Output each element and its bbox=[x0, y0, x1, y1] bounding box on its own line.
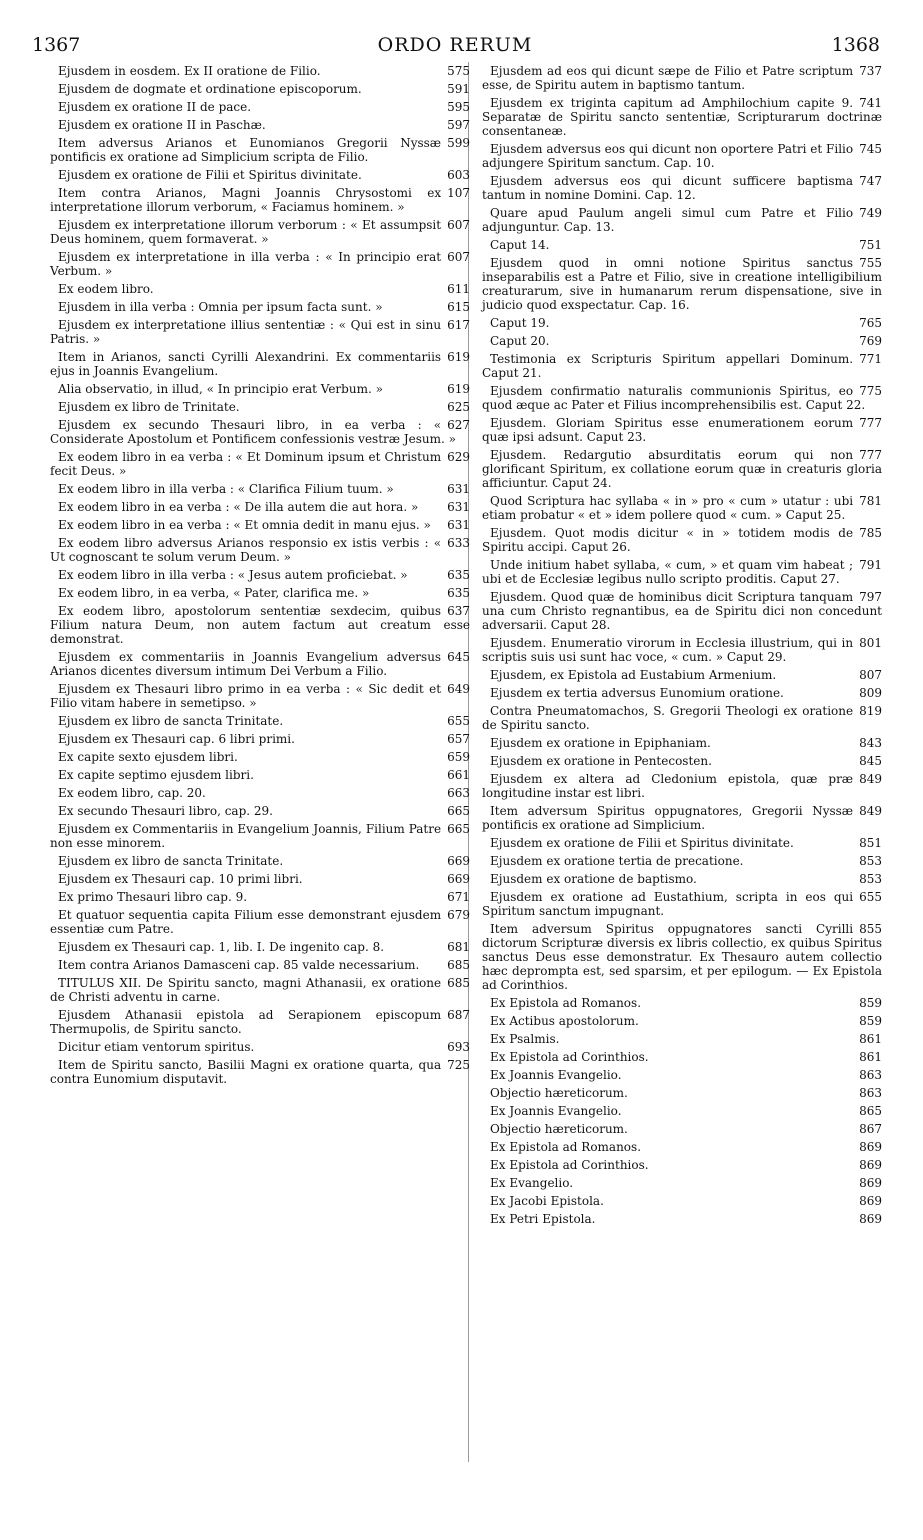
entry-text: Alia observatio, in illud, « In principio erat Verbum. » bbox=[58, 382, 383, 396]
entry-page-number: 655 bbox=[447, 714, 470, 728]
entry-text: Ejusdem ex triginta capitum ad Amphilochium capite 9. Separatæ de Spiritu sancto sententiæ, Scripturarum doctrinæ consentaneæ. bbox=[482, 96, 882, 138]
entry-page-number: 865 bbox=[859, 1104, 882, 1118]
index-entry bbox=[50, 976, 470, 1004]
entry-text: Ejusdem ex secundo Thesauri libro, in ea verba : « Considerate Apostolum et Pontificem confessionis vestræ Jesum. » bbox=[50, 418, 457, 446]
entry-page-number: 661 bbox=[447, 768, 470, 782]
index-entry bbox=[482, 736, 882, 750]
entry-text: Objectio hæreticorum. bbox=[490, 1122, 628, 1136]
entry-text: Ex capite septimo ejusdem libri. bbox=[58, 768, 254, 782]
index-entry bbox=[50, 908, 470, 936]
index-entry bbox=[50, 650, 470, 678]
entry-page-number: 751 bbox=[859, 238, 882, 252]
index-entry bbox=[50, 500, 470, 514]
entry-page-number: 869 bbox=[859, 1194, 882, 1208]
entry-page-number: 797 bbox=[859, 590, 882, 604]
entry-text: Ejusdem ex interpretatione illorum verborum : « Et assumpsit Deus hominem, quem formaverat. » bbox=[50, 218, 442, 246]
entry-page-number: 649 bbox=[447, 682, 470, 696]
entry-page-number: 591 bbox=[447, 82, 470, 96]
entry-page-number: 777 bbox=[859, 448, 882, 462]
index-entry bbox=[482, 872, 882, 886]
index-entry bbox=[482, 142, 882, 170]
index-entry bbox=[482, 206, 882, 234]
entry-page-number: 859 bbox=[859, 996, 882, 1010]
entry-text: Item adversus Arianos et Eunomianos Gregorii Nyssæ pontificis ex oratione ad Simplicium scripta de Filio. bbox=[50, 136, 442, 164]
entry-page-number: 737 bbox=[859, 64, 882, 78]
index-entry bbox=[50, 732, 470, 746]
entry-text: Ex primo Thesauri libro cap. 9. bbox=[58, 890, 248, 904]
index-entry bbox=[482, 590, 882, 632]
entry-text: Ejusdem ex oratione tertia de precatione. bbox=[490, 854, 744, 868]
index-entry bbox=[482, 526, 882, 554]
entry-page-number: 595 bbox=[447, 100, 470, 114]
entry-text: Ejusdem confirmatio naturalis communionis Spiritus, eo quod æque ac Pater et Filius incomprehensibilis est. Caput 22. bbox=[482, 384, 866, 412]
index-entry bbox=[50, 872, 470, 886]
entry-text: Ex Psalmis. bbox=[490, 1032, 560, 1046]
index-entry bbox=[482, 804, 882, 832]
entry-page-number: 845 bbox=[859, 754, 882, 768]
index-entry bbox=[50, 768, 470, 782]
entry-text: Ejusdem ex commentariis in Joannis Evangelium adversus Arianos dicentes diversum intimum Dei Verbum a Filio. bbox=[50, 650, 442, 678]
entry-page-number: 637 bbox=[447, 604, 470, 618]
entry-text: Ex Actibus apostolorum. bbox=[490, 1014, 639, 1028]
index-entry bbox=[50, 168, 470, 182]
entry-text: Ex Evangelio. bbox=[490, 1176, 574, 1190]
entry-page-number: 853 bbox=[859, 872, 882, 886]
entry-page-number: 107 bbox=[447, 186, 470, 200]
index-entry bbox=[482, 1086, 882, 1100]
entry-text: Ejusdem quod in omni notione Spiritus sanctus inseparabilis est a Patre et Filio, sive in creatione intelligibilium creaturarum, sive in humanarum rerum dispensatione, sive in judicio quod exspectatur. Cap. 16. bbox=[482, 256, 882, 312]
index-entry bbox=[50, 786, 470, 800]
entry-text: Unde initium habet syllaba, « cum, » et quam vim habeat ; ubi et de Ecclesiæ legibus nullo scripto proditis. Caput 27. bbox=[482, 558, 854, 586]
entry-text: Ejusdem ex altera ad Cledonium epistola, quæ præ longitudine instar est libri. bbox=[482, 772, 854, 800]
index-entry bbox=[50, 300, 470, 314]
running-title: ORDO RERUM bbox=[377, 34, 533, 56]
entry-page-number: 671 bbox=[447, 890, 470, 904]
entry-text: Ejusdem ex tertia adversus Eunomium oratione. bbox=[490, 686, 784, 700]
entry-page-number: 861 bbox=[859, 1050, 882, 1064]
entry-page-number: 633 bbox=[447, 536, 470, 550]
entry-page-number: 765 bbox=[859, 316, 882, 330]
index-entry bbox=[482, 636, 882, 664]
index-entry bbox=[50, 118, 470, 132]
entry-page-number: 855 bbox=[859, 922, 882, 936]
entry-page-number: 869 bbox=[859, 1158, 882, 1172]
index-entry bbox=[50, 350, 470, 378]
entry-page-number: 745 bbox=[859, 142, 882, 156]
entry-page-number: 801 bbox=[859, 636, 882, 650]
entry-text: Ejusdem in eosdem. Ex II oratione de Filio. bbox=[58, 64, 321, 78]
entry-text: Item adversum Spiritus oppugnatores, Gregorii Nyssæ pontificis ex oratione ad Simplicium. bbox=[482, 804, 854, 832]
entry-page-number: 781 bbox=[859, 494, 882, 508]
index-entry bbox=[482, 316, 882, 330]
entry-page-number: 575 bbox=[447, 64, 470, 78]
entry-page-number: 629 bbox=[447, 450, 470, 464]
entry-text: Ejusdem ex Commentariis in Evangelium Joannis, Filium Patre non esse minorem. bbox=[50, 822, 442, 850]
entry-page-number: 771 bbox=[859, 352, 882, 366]
entry-page-number: 679 bbox=[447, 908, 470, 922]
index-entry bbox=[50, 100, 470, 114]
entry-page-number: 725 bbox=[447, 1058, 470, 1072]
right-column bbox=[482, 64, 882, 1230]
entry-text: Caput 20. bbox=[490, 334, 550, 348]
entry-text: Ex eodem libro, apostolorum sententiæ sexdecim, quibus Filium natura Deum, non autem factum aut creatum esse demonstrat. bbox=[50, 604, 470, 646]
entry-page-number: 655 bbox=[859, 890, 882, 904]
entry-page-number: 849 bbox=[859, 804, 882, 818]
index-entry bbox=[482, 1140, 882, 1154]
index-entry bbox=[50, 1058, 470, 1086]
entry-page-number: 607 bbox=[447, 250, 470, 264]
index-entry bbox=[50, 890, 470, 904]
entry-text: Item adversum Spiritus oppugnatores sancti Cyrilli dictorum Scripturæ diversis ex libris collectio, ex quibus Spiritus sanctus Deus esse demonstratur. Ex Thesauro autem collectio hæc deprompta est, sed sparsim, et per epilogum. — Ex Epistola ad Corinthios. bbox=[482, 922, 882, 992]
entry-text: Objectio hæreticorum. bbox=[490, 1086, 628, 1100]
index-entry bbox=[482, 1050, 882, 1064]
entry-text: Ejusdem ex oratione II in Paschæ. bbox=[58, 118, 266, 132]
index-entry bbox=[482, 238, 882, 252]
entry-text: Ejusdem. Gloriam Spiritus esse enumerationem eorum quæ ipsi adsunt. Caput 23. bbox=[482, 416, 854, 444]
entry-page-number: 863 bbox=[859, 1068, 882, 1082]
index-entry bbox=[50, 940, 470, 954]
entry-text: Quod Scriptura hac syllaba « in » pro « cum » utatur : ubi etiam probatur « et » idem pollere quod « cum. » Caput 25. bbox=[482, 494, 854, 522]
entry-text: Ex eodem libro in illa verba : « Jesus autem proficiebat. » bbox=[58, 568, 408, 582]
entry-text: Ejusdem. Quot modis dicitur « in » totidem modis de Spiritu accipi. Caput 26. bbox=[482, 526, 854, 554]
index-entry bbox=[50, 418, 470, 446]
entry-text: Ejusdem in illa verba : Omnia per ipsum facta sunt. » bbox=[58, 300, 383, 314]
entry-text: Ex eodem libro in ea verba : « Et omnia dedit in manu ejus. » bbox=[58, 518, 431, 532]
entry-text: Ejusdem ex Thesauri cap. 1, lib. I. De ingenito cap. 8. bbox=[58, 940, 385, 954]
entry-page-number: 669 bbox=[447, 854, 470, 868]
index-entry bbox=[482, 704, 882, 732]
index-entry bbox=[482, 256, 882, 312]
entry-page-number: 607 bbox=[447, 218, 470, 232]
entry-page-number: 769 bbox=[859, 334, 882, 348]
index-entry bbox=[482, 686, 882, 700]
entry-text: Ejusdem ex oratione de Filii et Spiritus divinitate. bbox=[490, 836, 794, 850]
entry-page-number: 853 bbox=[859, 854, 882, 868]
entry-text: Et quatuor sequentia capita Filium esse demonstrant ejusdem essentiæ cum Patre. bbox=[50, 908, 442, 936]
entry-page-number: 631 bbox=[447, 518, 470, 532]
entry-text: Ejusdem adversus eos qui dicunt sufficere baptisma tantum in nomine Domini. Cap. 12. bbox=[482, 174, 854, 202]
entry-text: Quare apud Paulum angeli simul cum Patre et Filio adjunguntur. Cap. 13. bbox=[482, 206, 854, 234]
index-entry bbox=[50, 586, 470, 600]
index-entry bbox=[482, 836, 882, 850]
entry-page-number: 851 bbox=[859, 836, 882, 850]
entry-text: Ejusdem ex Thesauri cap. 10 primi libri. bbox=[58, 872, 303, 886]
index-entry bbox=[482, 1104, 882, 1118]
index-entry bbox=[482, 96, 882, 138]
entry-text: Ex Epistola ad Romanos. bbox=[490, 996, 642, 1010]
index-entry bbox=[482, 996, 882, 1010]
entry-text: Ejusdem ex oratione II de pace. bbox=[58, 100, 252, 114]
entry-text: Ex eodem libro, cap. 20. bbox=[58, 786, 206, 800]
index-entry bbox=[482, 1068, 882, 1082]
entry-text: Dicitur etiam ventorum spiritus. bbox=[58, 1040, 255, 1054]
index-entry bbox=[50, 450, 470, 478]
index-entry bbox=[482, 1194, 882, 1208]
entry-page-number: 631 bbox=[447, 500, 470, 514]
index-entry bbox=[482, 64, 882, 92]
index-entry bbox=[482, 174, 882, 202]
entry-page-number: 603 bbox=[447, 168, 470, 182]
entry-page-number: 741 bbox=[859, 96, 882, 110]
index-entry bbox=[50, 282, 470, 296]
entry-page-number: 625 bbox=[447, 400, 470, 414]
left-column bbox=[50, 64, 470, 1090]
entry-text: Ex Epistola ad Romanos. bbox=[490, 1140, 642, 1154]
index-entry bbox=[482, 494, 882, 522]
entry-page-number: 749 bbox=[859, 206, 882, 220]
entry-page-number: 755 bbox=[859, 256, 882, 270]
entry-page-number: 619 bbox=[447, 350, 470, 364]
index-entry bbox=[482, 448, 882, 490]
index-entry bbox=[50, 82, 470, 96]
entry-page-number: 665 bbox=[447, 804, 470, 818]
entry-text: Ex eodem libro, in ea verba, « Pater, clarifica me. » bbox=[58, 586, 370, 600]
entry-text: Ex Jacobi Epistola. bbox=[490, 1194, 604, 1208]
index-entry bbox=[50, 822, 470, 850]
entry-text: Ex secundo Thesauri libro, cap. 29. bbox=[58, 804, 273, 818]
page-header bbox=[30, 34, 880, 60]
entry-page-number: 791 bbox=[859, 558, 882, 572]
entry-page-number: 631 bbox=[447, 482, 470, 496]
entry-page-number: 663 bbox=[447, 786, 470, 800]
index-entry bbox=[50, 536, 470, 564]
entry-page-number: 867 bbox=[859, 1122, 882, 1136]
entry-page-number: 619 bbox=[447, 382, 470, 396]
index-entry bbox=[50, 382, 470, 396]
entry-text: Ejusdem ex oratione ad Eustathium, scripta in eos qui Spiritum sanctum impugnant. bbox=[482, 890, 854, 918]
index-entry bbox=[50, 250, 470, 278]
entry-page-number: 849 bbox=[859, 772, 882, 786]
index-entry bbox=[482, 754, 882, 768]
entry-page-number: 627 bbox=[447, 418, 470, 432]
entry-text: Item contra Arianos, Magni Joannis Chrysostomi ex interpretatione illorum verborum, « Faciamus hominem. » bbox=[50, 186, 442, 214]
index-entry bbox=[50, 218, 470, 246]
entry-text: Caput 19. bbox=[490, 316, 550, 330]
entry-page-number: 645 bbox=[447, 650, 470, 664]
index-entry bbox=[50, 750, 470, 764]
entry-text: TITULUS XII. De Spiritu sancto, magni Athanasii, ex oratione de Christi adventu in carne. bbox=[50, 976, 442, 1004]
entry-page-number: 617 bbox=[447, 318, 470, 332]
index-entry bbox=[482, 1122, 882, 1136]
page-number-right: 1368 bbox=[831, 34, 880, 56]
index-entry bbox=[50, 400, 470, 414]
entry-page-number: 657 bbox=[447, 732, 470, 746]
index-entry bbox=[482, 384, 882, 412]
entry-page-number: 843 bbox=[859, 736, 882, 750]
index-entry bbox=[50, 518, 470, 532]
entry-text: Ex eodem libro. bbox=[58, 282, 154, 296]
entry-page-number: 599 bbox=[447, 136, 470, 150]
index-entry bbox=[50, 318, 470, 346]
entry-page-number: 809 bbox=[859, 686, 882, 700]
index-entry bbox=[50, 958, 470, 972]
entry-text: Ejusdem adversus eos qui dicunt non oportere Patri et Filio adjungere Spiritum sanctum. Cap. 10. bbox=[482, 142, 854, 170]
entry-page-number: 869 bbox=[859, 1176, 882, 1190]
index-entry bbox=[482, 416, 882, 444]
entry-page-number: 807 bbox=[859, 668, 882, 682]
index-entry bbox=[50, 1040, 470, 1054]
entry-text: Ejusdem. Redargutio absurditatis eorum qui non glorificant Spiritum, ex collatione eorum quæ in creaturis gloria afficiuntur. Caput 24. bbox=[482, 448, 882, 490]
entry-text: Ex Epistola ad Corinthios. bbox=[490, 1158, 649, 1172]
entry-text: Ejusdem ad eos qui dicunt sæpe de Filio et Patre scriptum esse, de Spiritu autem in baptismo tantum. bbox=[482, 64, 854, 92]
entry-text: Testimonia ex Scripturis Spiritum appellari Dominum. Caput 21. bbox=[482, 352, 854, 380]
entry-text: Item in Arianos, sancti Cyrilli Alexandrini. Ex commentariis ejus in Joannis Evangelium. bbox=[50, 350, 442, 378]
entry-page-number: 665 bbox=[447, 822, 470, 836]
index-entry bbox=[50, 1008, 470, 1036]
entry-page-number: 635 bbox=[447, 586, 470, 600]
entry-text: Caput 14. bbox=[490, 238, 550, 252]
index-entry bbox=[50, 64, 470, 78]
entry-page-number: 597 bbox=[447, 118, 470, 132]
entry-text: Ejusdem ex Thesauri cap. 6 libri primi. bbox=[58, 732, 295, 746]
entry-page-number: 685 bbox=[447, 976, 470, 990]
entry-text: Ejusdem. Enumeratio virorum in Ecclesia illustrium, qui in scriptis suis usi sunt hac voce, « cum. » Caput 29. bbox=[482, 636, 854, 664]
entry-page-number: 777 bbox=[859, 416, 882, 430]
entry-page-number: 669 bbox=[447, 872, 470, 886]
index-entry bbox=[50, 682, 470, 710]
entry-text: Item contra Arianos Damasceni cap. 85 valde necessarium. bbox=[58, 958, 420, 972]
entry-text: Ejusdem ex libro de sancta Trinitate. bbox=[58, 714, 284, 728]
entry-text: Ejusdem Athanasii epistola ad Serapionem episcopum Thermupolis, de Spiritu sancto. bbox=[50, 1008, 442, 1036]
entry-page-number: 693 bbox=[447, 1040, 470, 1054]
entry-page-number: 685 bbox=[447, 958, 470, 972]
entry-text: Ejusdem ex oratione in Pentecosten. bbox=[490, 754, 712, 768]
entry-text: Ex eodem libro in ea verba : « De illa autem die aut hora. » bbox=[58, 500, 419, 514]
index-entry bbox=[50, 186, 470, 214]
entry-page-number: 615 bbox=[447, 300, 470, 314]
entry-text: Item de Spiritu sancto, Basilii Magni ex oratione quarta, qua contra Eunomium disputavit. bbox=[50, 1058, 442, 1086]
entry-text: Ejusdem ex oratione de Filii et Spiritus divinitate. bbox=[58, 168, 362, 182]
index-entry bbox=[482, 772, 882, 800]
entry-page-number: 785 bbox=[859, 526, 882, 540]
entry-text: Ex eodem libro in illa verba : « Clarifica Filium tuum. » bbox=[58, 482, 394, 496]
entry-page-number: 863 bbox=[859, 1086, 882, 1100]
entry-page-number: 635 bbox=[447, 568, 470, 582]
entry-text: Ejusdem ex libro de sancta Trinitate. bbox=[58, 854, 284, 868]
entry-page-number: 869 bbox=[859, 1140, 882, 1154]
entry-page-number: 819 bbox=[859, 704, 882, 718]
index-entry bbox=[50, 604, 470, 646]
entry-text: Ejusdem ex interpretatione illius sententiæ : « Qui est in sinu Patris. » bbox=[50, 318, 442, 346]
index-entry bbox=[482, 1176, 882, 1190]
entry-text: Ejusdem. Quod quæ de hominibus dicit Scriptura tanquam una cum Christo regnantibus, ea de Spiritu dici non concedunt adversarii. Caput 28. bbox=[482, 590, 882, 632]
entry-page-number: 681 bbox=[447, 940, 470, 954]
index-entry bbox=[50, 804, 470, 818]
index-entry bbox=[482, 854, 882, 868]
entry-page-number: 775 bbox=[859, 384, 882, 398]
index-entry bbox=[482, 334, 882, 348]
entry-page-number: 687 bbox=[447, 1008, 470, 1022]
entry-text: Ejusdem ex libro de Trinitate. bbox=[58, 400, 240, 414]
entry-text: Ex Joannis Evangelio. bbox=[490, 1104, 622, 1118]
entry-page-number: 659 bbox=[447, 750, 470, 764]
entry-text: Ejusdem ex oratione de baptismo. bbox=[490, 872, 697, 886]
entry-page-number: 861 bbox=[859, 1032, 882, 1046]
entry-text: Ejusdem ex oratione in Epiphaniam. bbox=[490, 736, 711, 750]
entry-text: Ex Joannis Evangelio. bbox=[490, 1068, 622, 1082]
entry-text: Ex eodem libro in ea verba : « Et Dominum ipsum et Christum fecit Deus. » bbox=[50, 450, 442, 478]
index-entry bbox=[482, 1212, 882, 1226]
entry-page-number: 747 bbox=[859, 174, 882, 188]
entry-text: Ejusdem de dogmate et ordinatione episcoporum. bbox=[58, 82, 362, 96]
index-entry bbox=[482, 558, 882, 586]
entry-text: Ex capite sexto ejusdem libri. bbox=[58, 750, 238, 764]
entry-text: Ejusdem ex interpretatione in illa verba : « In principio erat Verbum. » bbox=[50, 250, 442, 278]
index-entry bbox=[50, 854, 470, 868]
index-entry bbox=[482, 352, 882, 380]
page-number-left: 1367 bbox=[32, 34, 81, 56]
index-entry bbox=[482, 890, 882, 918]
entry-text: Ejusdem ex Thesauri libro primo in ea verba : « Sic dedit et Filio vitam habere in semetipso. » bbox=[50, 682, 442, 710]
entry-page-number: 611 bbox=[447, 282, 470, 296]
index-entry bbox=[482, 1158, 882, 1172]
entry-text: Ex Epistola ad Corinthios. bbox=[490, 1050, 649, 1064]
entry-page-number: 869 bbox=[859, 1212, 882, 1226]
entry-text: Contra Pneumatomachos, S. Gregorii Theologi ex oratione de Spiritu sancto. bbox=[482, 704, 854, 732]
index-entry bbox=[50, 482, 470, 496]
index-entry bbox=[482, 922, 882, 992]
index-entry bbox=[50, 136, 470, 164]
entry-page-number: 859 bbox=[859, 1014, 882, 1028]
index-entry bbox=[482, 1014, 882, 1028]
entry-text: Ejusdem, ex Epistola ad Eustabium Armenium. bbox=[490, 668, 777, 682]
index-entry bbox=[482, 1032, 882, 1046]
entry-text: Ex eodem libro adversus Arianos responsio ex istis verbis : « Ut cognoscant te solum verum Deum. » bbox=[50, 536, 442, 564]
index-entry bbox=[50, 714, 470, 728]
index-entry bbox=[50, 568, 470, 582]
index-entry bbox=[482, 668, 882, 682]
entry-text: Ex Petri Epistola. bbox=[490, 1212, 596, 1226]
